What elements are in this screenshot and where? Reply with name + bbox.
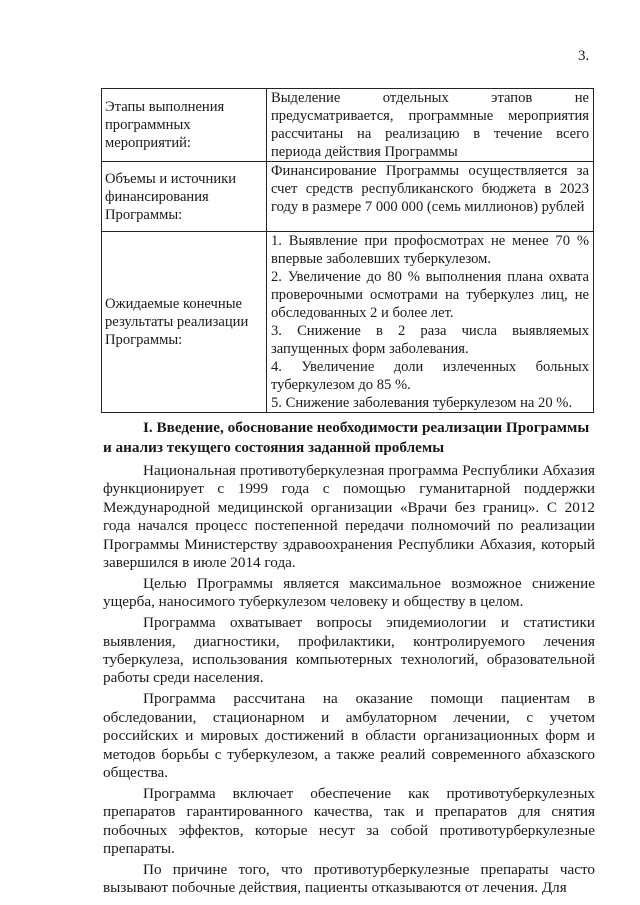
- paragraph: Целью Программы является максимальное возможное снижение ущерба, наносимого туберкулезом человеку и обществу в целом.: [103, 574, 595, 611]
- result-item: 4. Увеличение доли излеченных больных туберкулезом до 85 %.: [271, 359, 589, 393]
- result-item: 1. Выявление при профосмотрах не менее 70 % впервые заболевших туберкулезом.: [271, 233, 589, 267]
- row-value: [267, 162, 594, 232]
- row-label: Этапы выполнения программных мероприятий:: [102, 89, 267, 162]
- section-body: [103, 462, 595, 900]
- paragraph: Программа рассчитана на оказание помощи пациентам в обследовании, стационарном и амбулаторном лечении, с учетом российских и мировых достижений в области организационных форм и методов борьбы с туберкулезом, а также реалий современного абхазского общества.: [103, 690, 595, 781]
- paragraph: По причине того, что противотурберкулезные препараты часто вызывают побочные действия, пациенты отказываются от лечения. Для: [103, 861, 595, 897]
- row-value-line: Выделение отдельных этапов не предусматривается, программные мероприятия рассчитаны на реализацию в течение всего периода действия Программы: [271, 90, 589, 160]
- paragraph: Программа включает обеспечение как противотуберкулезных препаратов гарантированного качества, так и препаратов для снятия побочных эффектов, которые несут за собой противотурберкулезные препараты.: [103, 784, 595, 858]
- page-number: 3.: [578, 48, 590, 64]
- paragraph: Национальная противотуберкулезная программа Республики Абхазия функционирует с 1999 года с помощью гуманитарной поддержки Международной медицинской организации «Врачи без границ». С 2012 года начался процесс постепенной передачи полномочий по реализации Программы Министерству здравоохранения Республики Абхазия, который завершился в июле 2014 года.: [103, 462, 595, 572]
- row-value: [267, 232, 594, 413]
- table-row: [102, 232, 594, 413]
- result-item: 3. Снижение в 2 раза числа выявляемых запущенных форм заболевания.: [271, 323, 589, 357]
- row-label: Объемы и источники финансирования Программы:: [102, 162, 267, 232]
- table-row: [102, 89, 594, 162]
- result-item: 5. Снижение заболевания туберкулезом на 20 %.: [271, 395, 573, 411]
- table-row: [102, 162, 594, 232]
- section-heading: [103, 418, 595, 458]
- row-value: [267, 89, 594, 162]
- program-passport-table: [101, 88, 594, 413]
- result-item: 2. Увеличение до 80 % выполнения плана охвата проверочными осмотрами на туберкулез лиц, не обследованных 2 и более лет.: [271, 269, 589, 321]
- section-heading-line: I. Введение, обоснование необходимости реализации Программы: [143, 419, 590, 436]
- paragraph: Программа охватывает вопросы эпидемиологии и статистики выявления, диагностики, профилактики, контролируемого лечения туберкулеза, использования компьютерных технологий, образовательной работы среди населения.: [103, 614, 595, 687]
- section-heading-line: и анализ текущего состояния заданной проблемы: [103, 439, 445, 456]
- row-value-line: Финансирование Программы осуществляется за счет средств республиканского бюджета в 2023 году в размере 7 000 000 (семь миллионов) рублей: [271, 163, 589, 215]
- row-label: Ожидаемые конечные результаты реализации Программы:: [102, 232, 267, 413]
